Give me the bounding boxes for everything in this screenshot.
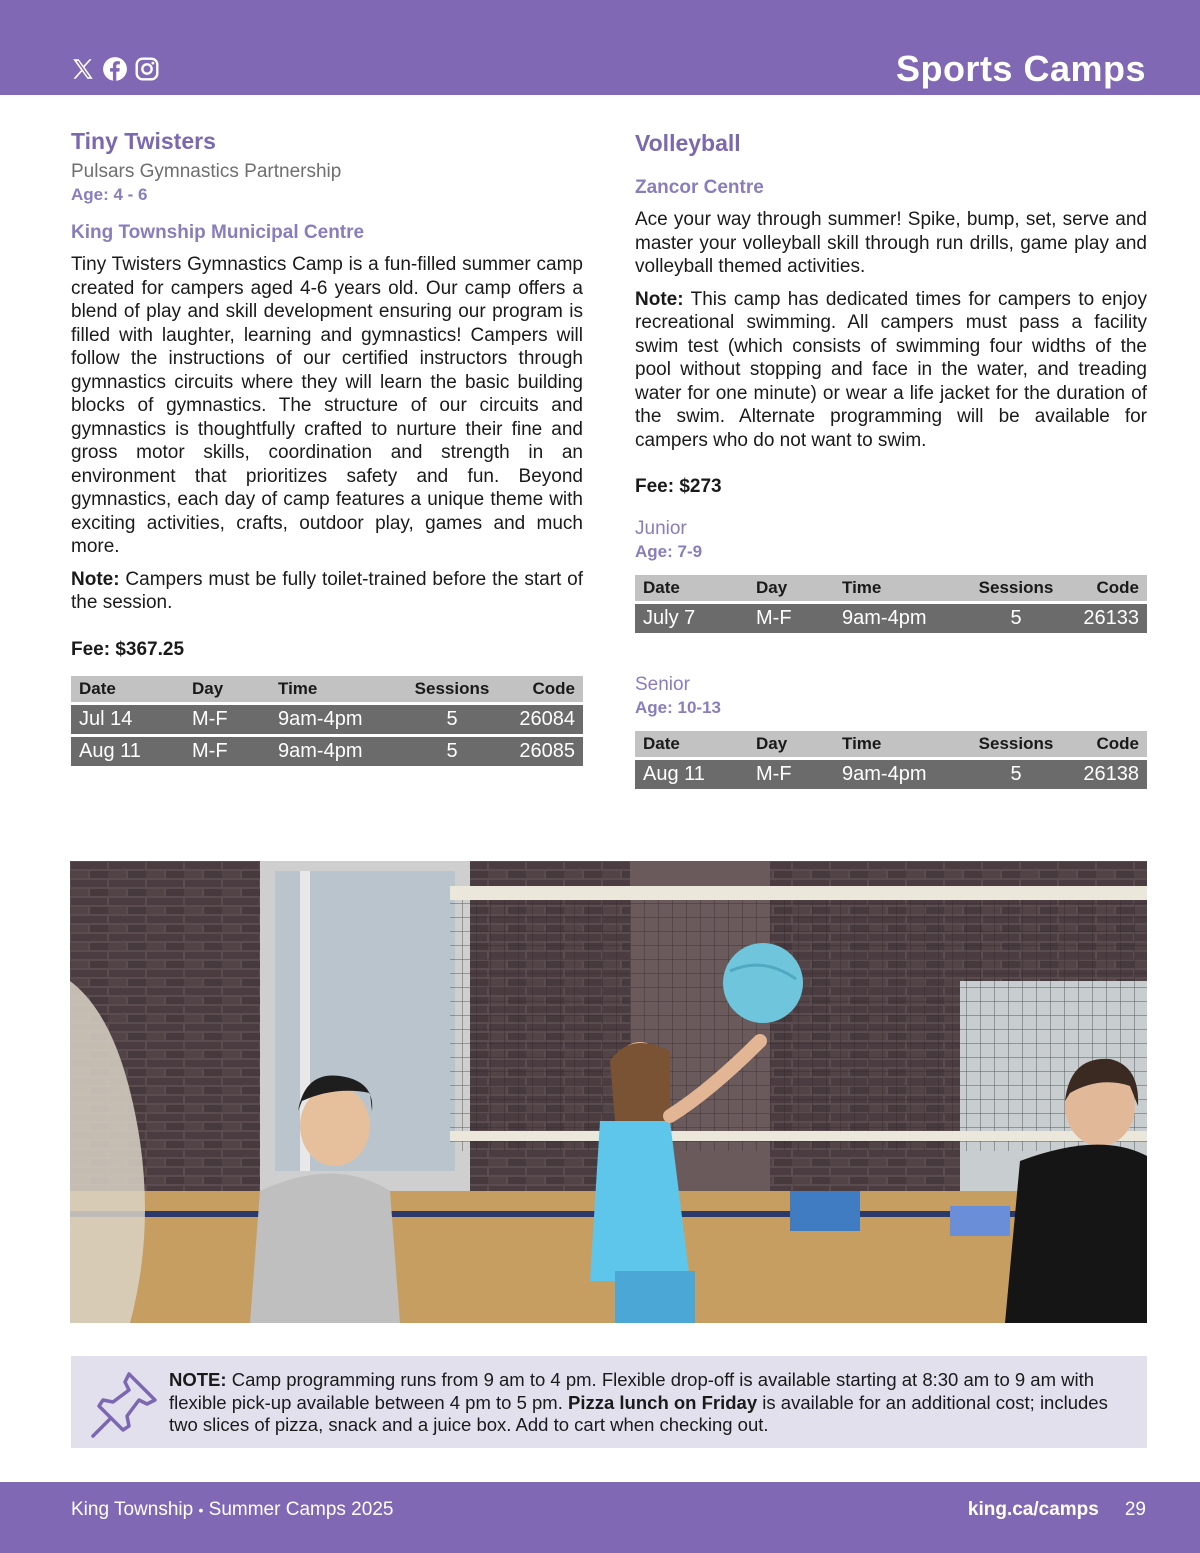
col-header-sessions: Sessions [967, 575, 1065, 601]
cell-time: 9am-4pm [270, 705, 403, 734]
col-header-day: Day [748, 575, 834, 601]
cell-day: M-F [184, 737, 270, 766]
col-header-day: Day [748, 731, 834, 757]
cell-date: Jul 14 [71, 705, 184, 734]
schedule-table [71, 673, 583, 769]
camp-note [71, 568, 583, 615]
camp-description: Ace your way through summer! Spike, bump, set, serve and master your volleyball skill through run drills, game play and volleyball themed activities. [635, 209, 1147, 277]
junior-age: Age: 7-9 [635, 542, 703, 561]
volleyball-section [635, 126, 1147, 792]
cell-time: 9am-4pm [270, 737, 403, 766]
camp-fee: Fee: $273 [635, 476, 722, 497]
col-header-time: Time [270, 676, 403, 702]
col-header-sessions: Sessions [967, 731, 1065, 757]
col-header-sessions: Sessions [403, 676, 501, 702]
table-header-row [635, 731, 1147, 757]
page-number: 29 [1124, 1499, 1146, 1520]
cell-date: Aug 11 [635, 760, 748, 789]
table-row [71, 705, 583, 734]
col-header-date: Date [71, 676, 184, 702]
col-header-date: Date [635, 731, 748, 757]
cell-date: Aug 11 [71, 737, 184, 766]
table-row [635, 604, 1147, 633]
note-text-part-1: Camp programming runs from 9 am to 4 pm. Flexible drop-off is available starting at 8:30 am to 9 am with flexible pick-up available between 4 pm to 5 pm. [169, 1369, 1095, 1413]
cell-time: 9am-4pm [834, 604, 967, 633]
camp-title: Tiny Twisters [71, 128, 216, 154]
cell-day: M-F [748, 760, 834, 789]
table-header-row [71, 676, 583, 702]
page-header [0, 0, 1200, 95]
page-footer [0, 1482, 1200, 1553]
camp-fee: Fee: $367.25 [71, 638, 185, 660]
note-text: Campers must be fully toilet-trained before the start of the session. [71, 568, 583, 613]
camp-venue: King Township Municipal Centre [71, 222, 365, 243]
col-header-time: Time [834, 575, 967, 601]
footer-publication-title: Summer Camps 2025 [208, 1499, 394, 1520]
volleyball-photo [70, 861, 1147, 1323]
junior-schedule-table [635, 572, 1147, 636]
camp-partner: Pulsars Gymnastics Partnership [71, 161, 342, 182]
camp-title: Volleyball [635, 130, 741, 156]
senior-schedule-table [635, 728, 1147, 792]
note-callout [71, 1356, 1147, 1448]
cell-day: M-F [184, 705, 270, 734]
col-header-date: Date [635, 575, 748, 601]
note-label: Note: [635, 288, 684, 310]
camp-age: Age: 4 - 6 [71, 185, 148, 204]
cell-sessions: 5 [403, 737, 501, 766]
note-text-part-2: is available for an additional cost; includes two slices of pizza, snack and a juice box. Add to cart when checking out. [169, 1391, 1108, 1435]
note-label: NOTE: [169, 1369, 227, 1390]
note-bold: Pizza lunch on Friday [568, 1391, 758, 1413]
note-label: Note: [71, 568, 120, 590]
page-title: Sports Camps [895, 48, 1146, 89]
cell-code: 26084 [501, 705, 583, 734]
cell-code: 26133 [1065, 604, 1147, 633]
col-header-code: Code [1065, 575, 1147, 601]
footer-bullet: • [198, 1502, 204, 1518]
senior-age: Age: 10-13 [635, 698, 721, 717]
footer-right [968, 1499, 1146, 1521]
camp-venue: Zancor Centre [635, 177, 764, 198]
table-header-row [635, 575, 1147, 601]
col-header-time: Time [834, 731, 967, 757]
camp-note [635, 288, 1147, 453]
cell-sessions: 5 [403, 705, 501, 734]
facebook-icon[interactable] [102, 56, 128, 82]
note-text [169, 1369, 1129, 1437]
cell-sessions: 5 [967, 604, 1065, 633]
camp-description: Tiny Twisters Gymnastics Camp is a fun-filled summer camp created for campers aged 4-6 years old. Our camp offers a blend of play and skill development ensuring our program is filled with laughter, learning and gymnastics! Campers will follow the instructions of our certified instructors through gymnastics circuits where they will learn the basic building blocks of gymnastics. The structure of our circuits and gymnastics is thoughtfully crafted to nurture their fine and gross motor skills, coordination and strength in an environment that prioritizes safety and fun. Beyond gymnastics, each day of camp features a unique theme with exciting activities, crafts, outdoor play, games and much more. [71, 254, 583, 557]
col-header-day: Day [184, 676, 270, 702]
senior-label: Senior [635, 674, 690, 695]
social-links [70, 56, 160, 82]
cell-code: 26138 [1065, 760, 1147, 789]
note-text: This camp has dedicated times for campers to enjoy recreational swimming. All campers must pass a facility swim test (which consists of swimming four widths of the pool without stopping and face in the water, and treading water for one minute) or wear a life jacket for the duration of the swim. Alternate programming will be available for campers who do not want to swim. [635, 288, 1147, 451]
x-icon[interactable] [70, 56, 96, 82]
table-row [635, 760, 1147, 789]
cell-day: M-F [748, 604, 834, 633]
table-row [71, 737, 583, 766]
footer-url-link[interactable]: king.ca/camps [967, 1499, 1099, 1520]
junior-label: Junior [635, 518, 687, 539]
col-header-code: Code [501, 676, 583, 702]
pushpin-icon [85, 1364, 165, 1444]
cell-time: 9am-4pm [834, 760, 967, 789]
cell-code: 26085 [501, 737, 583, 766]
photo-illustration [70, 861, 1147, 1323]
instagram-icon[interactable] [134, 56, 160, 82]
tiny-twisters-section [71, 126, 583, 769]
cell-date: July 7 [635, 604, 748, 633]
cell-sessions: 5 [967, 760, 1065, 789]
footer-org: King Township [71, 1499, 194, 1520]
col-header-code: Code [1065, 731, 1147, 757]
footer-publication [71, 1499, 393, 1521]
